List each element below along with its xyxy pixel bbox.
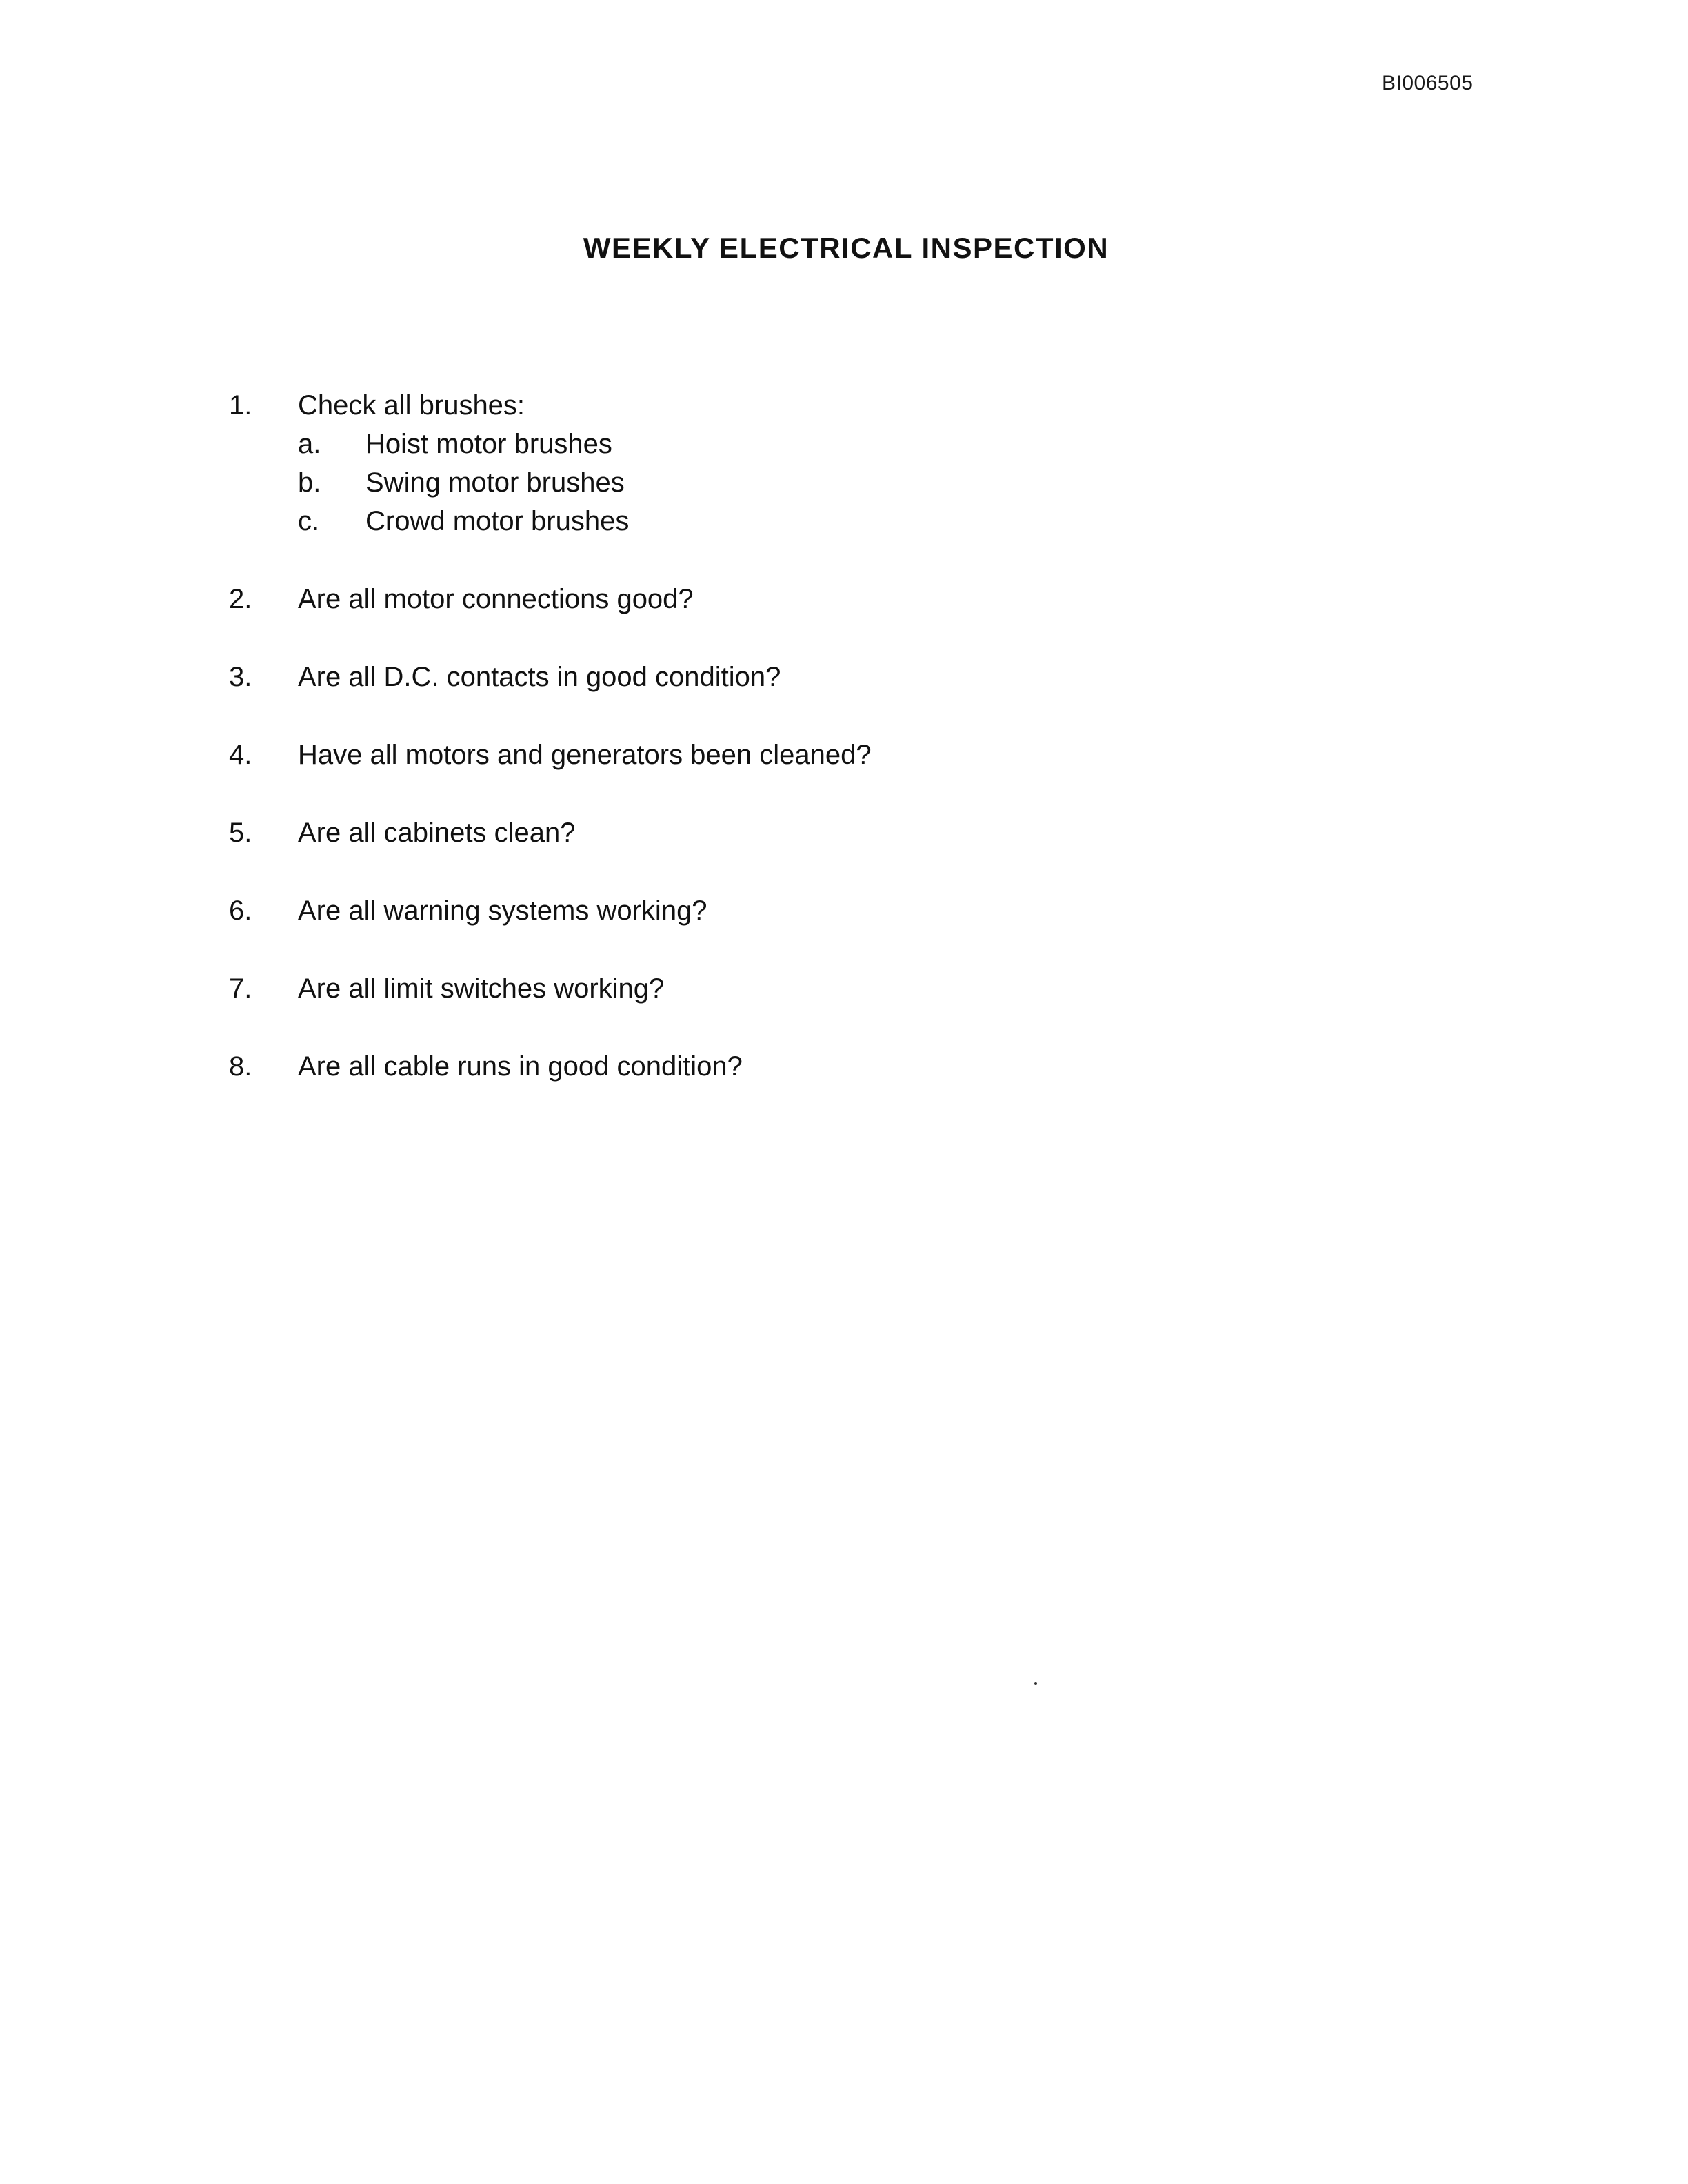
checklist-item-5 <box>229 813 1401 852</box>
checklist-item-8 <box>229 1047 1401 1086</box>
item-number: 4. <box>229 740 252 770</box>
sub-item-text: Crowd motor brushes <box>365 506 630 536</box>
sub-item-text: Swing motor brushes <box>365 467 625 498</box>
sub-item-letter: c. <box>298 506 320 536</box>
sub-item-letter: b. <box>298 467 321 498</box>
sub-item-a <box>298 425 1401 463</box>
item-text: Are all cable runs in good condition? <box>298 1051 743 1082</box>
document-id: BI006505 <box>1382 72 1474 94</box>
sub-item-letter: a. <box>298 429 321 459</box>
scan-speck <box>1034 1682 1037 1685</box>
item-text: Check all brushes: <box>298 390 525 421</box>
item-text: Are all D.C. contacts in good condition? <box>298 662 781 692</box>
item-text: Are all limit switches working? <box>298 973 665 1004</box>
checklist-item-6 <box>229 891 1401 930</box>
inspection-checklist <box>229 386 1401 1086</box>
item-number: 1. <box>229 390 252 421</box>
item-text: Have all motors and generators been cleaned? <box>298 740 872 770</box>
item-number: 6. <box>229 896 252 926</box>
item-number: 7. <box>229 973 252 1004</box>
sub-item-b <box>298 463 1401 502</box>
item-number: 2. <box>229 584 252 614</box>
checklist-item-7 <box>229 969 1401 1008</box>
item-number: 5. <box>229 818 252 848</box>
checklist-item-4 <box>229 736 1401 774</box>
sub-item-c <box>298 502 1401 540</box>
page-title: WEEKLY ELECTRICAL INSPECTION <box>583 232 1109 264</box>
item-number: 3. <box>229 662 252 692</box>
item-text: Are all motor connections good? <box>298 584 694 614</box>
sub-item-text: Hoist motor brushes <box>365 429 612 459</box>
item-text: Are all cabinets clean? <box>298 818 576 848</box>
checklist-item-3 <box>229 658 1401 696</box>
item-text: Are all warning systems working? <box>298 896 707 926</box>
checklist-item-1 <box>229 386 1401 540</box>
checklist-item-2 <box>229 580 1401 618</box>
item-number: 8. <box>229 1051 252 1082</box>
